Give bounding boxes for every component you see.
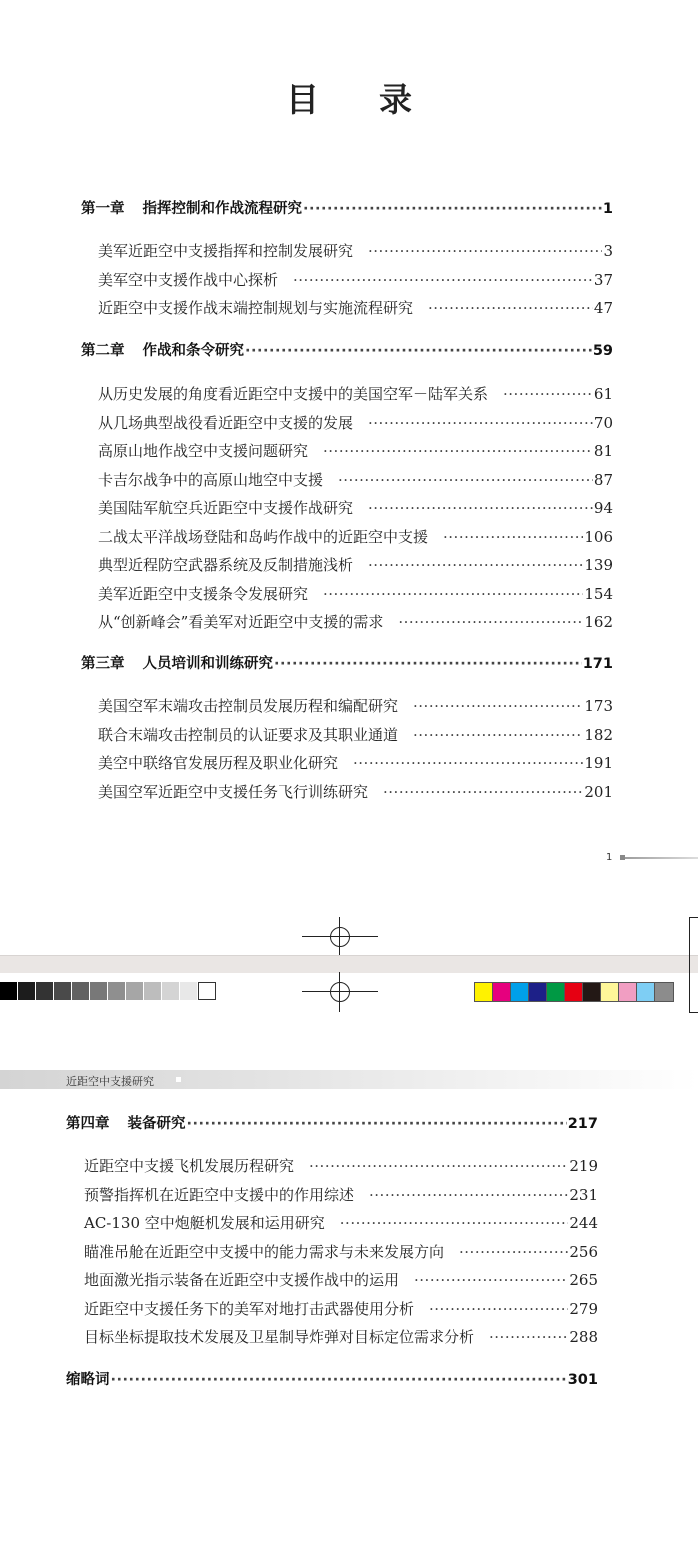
leader-dots	[414, 1269, 568, 1291]
entry-title-text: 近距空中支援飞机发展历程研究	[84, 1157, 295, 1175]
toc-title	[0, 74, 698, 121]
entry-line	[84, 1212, 598, 1234]
color-swatch	[619, 983, 637, 1001]
toc-title-char-2: 录	[379, 80, 412, 119]
leader-dots	[369, 1184, 568, 1206]
leader-dots	[368, 240, 602, 262]
gray-swatch	[54, 982, 72, 1000]
page-ref: 217	[567, 1116, 598, 1132]
page-ref: 139	[584, 556, 613, 574]
entry-title-text: 缩略词	[66, 1372, 110, 1388]
entry-title-text: 从“创新峰会”看美军对近距空中支援的需求	[98, 613, 384, 631]
chapter-number: 第四章	[66, 1116, 110, 1132]
entry-line	[98, 297, 613, 319]
entry-line-title	[84, 1269, 399, 1291]
page-ref: 81	[593, 442, 613, 460]
chapter-line-title	[81, 198, 302, 220]
leader-dots	[489, 1326, 568, 1348]
entry-line	[98, 412, 613, 434]
entry-title-text: 地面激光指示装备在近距空中支援作战中的运用	[84, 1271, 400, 1289]
entry-line-title	[98, 497, 353, 519]
leader-dots	[338, 469, 593, 491]
entry-title-text: 装备研究	[127, 1116, 186, 1132]
entry-title-text: 瞄准吊舱在近距空中支援中的能力需求与未来发展方向	[84, 1243, 445, 1261]
abbreviations-line-title	[66, 1369, 110, 1391]
entry-line-title	[84, 1241, 444, 1263]
chapter-line-title	[66, 1113, 186, 1135]
color-swatch	[493, 983, 511, 1001]
entry-title-text: 高原山地作战空中支援问题研究	[98, 442, 309, 460]
entry-line-title	[98, 724, 398, 746]
registration-mark-top	[302, 917, 378, 957]
leader-dots	[368, 554, 583, 576]
page-ref: 288	[569, 1328, 598, 1346]
leader-dots	[303, 198, 602, 220]
entry-line-title	[98, 297, 413, 319]
leader-dots	[353, 752, 583, 774]
entry-line-title	[98, 611, 383, 633]
entry-title-text: 人员培训和训练研究	[142, 656, 273, 672]
leader-dots	[459, 1241, 568, 1263]
entry-line	[84, 1155, 598, 1177]
page-ref: 171	[582, 656, 613, 672]
gray-swatch	[36, 982, 54, 1000]
entry-title-text: 作战和条令研究	[142, 343, 244, 359]
leader-dots	[274, 653, 582, 675]
running-header-dot	[176, 1077, 181, 1082]
page-ref: 162	[584, 613, 613, 631]
entry-line-title	[84, 1155, 294, 1177]
abbreviations-line	[66, 1369, 598, 1391]
page-ref: 256	[569, 1243, 598, 1261]
entry-line	[84, 1298, 598, 1320]
entry-line-title	[98, 440, 308, 462]
chapter-number: 第二章	[81, 343, 125, 359]
page-ref: 94	[593, 499, 613, 517]
entry-line	[98, 724, 613, 746]
entry-title-text: 近距空中支援作战末端控制规划与实施流程研究	[98, 299, 414, 317]
page-ref: 3	[603, 242, 613, 260]
entry-title-text: 二战太平洋战场登陆和岛屿作战中的近距空中支援	[98, 528, 429, 546]
leader-dots	[187, 1113, 567, 1135]
entry-title-text: 从几场典型战役看近距空中支援的发展	[98, 414, 354, 432]
entry-line-title	[84, 1184, 354, 1206]
entry-line	[98, 583, 613, 605]
running-header: 近距空中支援研究	[66, 1075, 154, 1088]
entry-line	[84, 1269, 598, 1291]
chapter-line-title	[81, 340, 244, 362]
toc-title-char-1: 目	[286, 80, 319, 119]
entry-title-text: 指挥控制和作战流程研究	[142, 201, 302, 217]
leader-dots	[368, 412, 593, 434]
entry-line-title	[84, 1212, 325, 1234]
entry-title-text: 美国空军近距空中支援任务飞行训练研究	[98, 783, 369, 801]
leader-dots	[429, 1298, 568, 1320]
entry-line	[98, 611, 613, 633]
color-swatch	[565, 983, 583, 1001]
page-gutter-band	[0, 955, 698, 973]
chapter-line	[81, 340, 613, 362]
page-number-rule	[620, 857, 698, 859]
entry-line	[98, 440, 613, 462]
page-ref: 47	[593, 299, 613, 317]
leader-dots	[323, 440, 593, 462]
entry-title-text: 目标坐标提取技术发展及卫星制导炸弹对目标定位需求分析	[84, 1328, 475, 1346]
entry-line	[84, 1241, 598, 1263]
page-ref: 87	[593, 471, 613, 489]
color-swatch	[637, 983, 655, 1001]
grayscale-bar	[0, 982, 216, 1000]
entry-title-text: 美军空中支援作战中心探析	[98, 271, 279, 289]
color-swatch	[601, 983, 619, 1001]
gray-swatch	[126, 982, 144, 1000]
entry-line-title	[98, 240, 353, 262]
leader-dots	[428, 297, 593, 319]
page-ref: 1	[602, 201, 613, 217]
page-ref: 61	[593, 385, 613, 403]
page-ref: 244	[569, 1214, 598, 1232]
gray-swatch	[18, 982, 36, 1000]
gray-swatch	[108, 982, 126, 1000]
entry-line-title	[98, 383, 488, 405]
page-ref: 279	[569, 1300, 598, 1318]
entry-title-text: 美军近距空中支援条令发展研究	[98, 585, 309, 603]
page-ref: 37	[593, 271, 613, 289]
chapter-number: 第三章	[81, 656, 125, 672]
leader-dots	[398, 611, 583, 633]
entry-title-text: 近距空中支援任务下的美军对地打击武器使用分析	[84, 1300, 415, 1318]
leader-dots	[111, 1369, 567, 1391]
crop-bracket	[689, 917, 698, 1013]
entry-line	[98, 526, 613, 548]
page-ref: 201	[584, 783, 613, 801]
chapter-line	[81, 653, 613, 675]
registration-mark-bottom	[302, 972, 378, 1012]
leader-dots	[368, 497, 593, 519]
page-ref: 154	[584, 585, 613, 603]
entry-title-text: 从历史发展的角度看近距空中支援中的美国空军－陆军关系	[98, 385, 489, 403]
entry-title-text: 美军近距空中支援指挥和控制发展研究	[98, 242, 354, 260]
gray-swatch	[90, 982, 108, 1000]
chapter-line	[66, 1113, 598, 1135]
entry-title-text: 美空中联络官发展历程及职业化研究	[98, 754, 339, 772]
entry-line-title	[98, 554, 353, 576]
entry-line-title	[98, 781, 368, 803]
chapter-number: 第一章	[81, 201, 125, 217]
entry-line	[84, 1326, 598, 1348]
page-ref: 301	[567, 1372, 598, 1388]
leader-dots	[413, 724, 583, 746]
entry-line	[84, 1184, 598, 1206]
page-ref: 191	[584, 754, 613, 772]
toc-page-2	[0, 1040, 698, 1563]
entry-title-text: AC-130 空中炮艇机发展和运用研究	[84, 1214, 325, 1232]
chapter-line-title	[81, 653, 273, 675]
leader-dots	[245, 340, 592, 362]
page-number: 1	[606, 852, 613, 863]
leader-dots	[323, 583, 583, 605]
entry-line	[98, 469, 613, 491]
entry-line	[98, 781, 613, 803]
color-swatch	[475, 983, 493, 1001]
entry-title-text: 美国空军末端攻击控制员发展历程和编配研究	[98, 697, 399, 715]
leader-dots	[293, 269, 593, 291]
leader-dots	[413, 695, 583, 717]
entry-line-title	[98, 752, 338, 774]
color-swatch	[529, 983, 547, 1001]
entry-line-title	[98, 583, 308, 605]
gray-swatch	[180, 982, 198, 1000]
page-ref: 231	[569, 1186, 598, 1204]
entry-line-title	[98, 526, 428, 548]
leader-dots	[383, 781, 583, 803]
entry-line	[98, 269, 613, 291]
leader-dots	[340, 1212, 569, 1234]
gray-swatch	[198, 982, 216, 1000]
color-swatch	[655, 983, 673, 1001]
entry-line-title	[98, 269, 278, 291]
color-swatch	[511, 983, 529, 1001]
entry-line	[98, 383, 613, 405]
entry-title-text: 美国陆军航空兵近距空中支援作战研究	[98, 499, 354, 517]
page-ref: 182	[584, 726, 613, 744]
entry-title-text: 典型近程防空武器系统及反制措施浅析	[98, 556, 354, 574]
color-swatch	[547, 983, 565, 1001]
entry-line-title	[84, 1326, 474, 1348]
leader-dots	[443, 526, 583, 548]
entry-line-title	[98, 695, 398, 717]
entry-line	[98, 497, 613, 519]
entry-line-title	[98, 412, 353, 434]
entry-line-title	[84, 1298, 414, 1320]
color-swatch	[583, 983, 601, 1001]
entry-title-text: 联合末端攻击控制员的认证要求及其职业通道	[98, 726, 399, 744]
page-ref: 70	[593, 414, 613, 432]
gray-swatch	[0, 982, 18, 1000]
color-bar	[474, 982, 674, 1002]
chapter-line	[81, 198, 613, 220]
entry-title-text: 预警指挥机在近距空中支援中的作用综述	[84, 1186, 355, 1204]
page-ref: 59	[592, 343, 613, 359]
entry-line	[98, 695, 613, 717]
gray-swatch	[72, 982, 90, 1000]
gray-swatch	[162, 982, 180, 1000]
page-ref: 173	[584, 697, 613, 715]
gray-swatch	[144, 982, 162, 1000]
entry-title-text: 卡吉尔战争中的高原山地空中支援	[98, 471, 324, 489]
page-ref: 106	[584, 528, 613, 546]
entry-line	[98, 554, 613, 576]
page-ref: 265	[569, 1271, 598, 1289]
entry-line	[98, 752, 613, 774]
leader-dots	[503, 383, 593, 405]
leader-dots	[309, 1155, 568, 1177]
page-ref: 219	[569, 1157, 598, 1175]
entry-line	[98, 240, 613, 262]
entry-line-title	[98, 469, 323, 491]
